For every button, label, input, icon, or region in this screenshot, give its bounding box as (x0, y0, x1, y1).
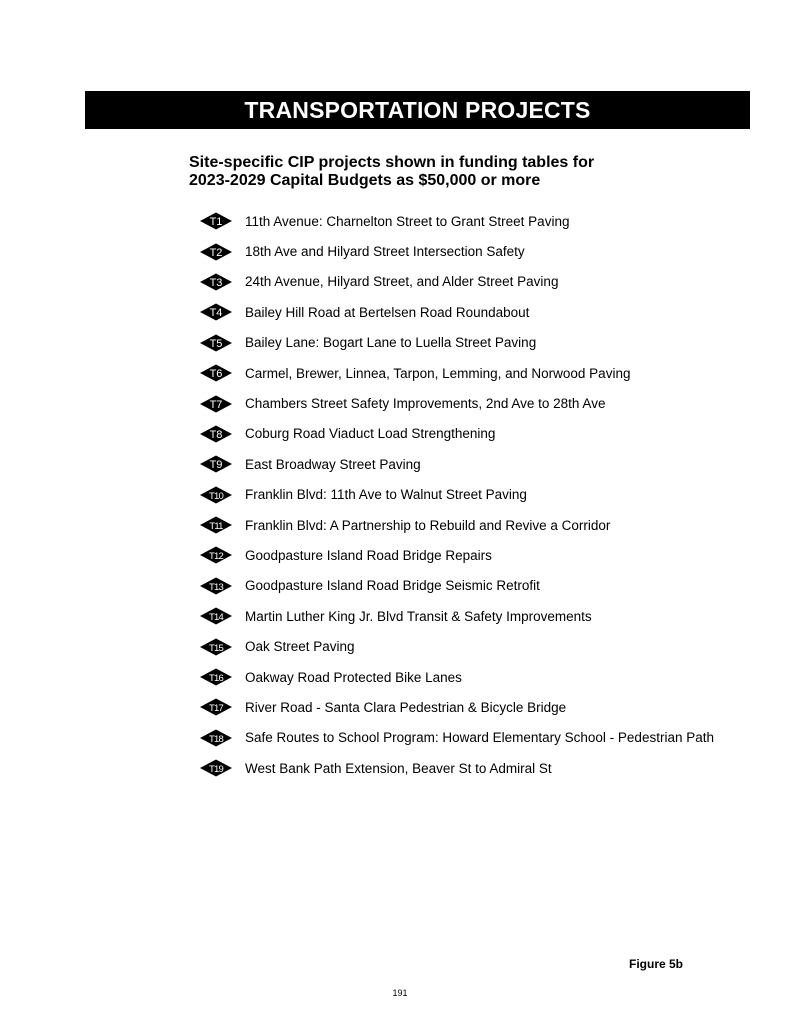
project-code: T5 (209, 337, 223, 350)
intro-line-2: 2023-2029 Capital Budgets as $50,000 or more (189, 172, 541, 189)
project-name: West Bank Path Extension, Beaver St to Admiral St (245, 760, 552, 776)
project-code: T9 (209, 459, 223, 472)
list-item (199, 449, 714, 479)
project-code: T12 (209, 551, 223, 563)
project-name: 11th Avenue: Charnelton Street to Grant Street Paving (245, 213, 570, 229)
project-code: T16 (209, 673, 223, 685)
list-item (199, 571, 714, 601)
project-code: T8 (209, 428, 223, 441)
diamond-marker-icon (199, 638, 233, 656)
diamond-marker-icon (199, 516, 233, 534)
list-item (199, 297, 714, 327)
project-name: Bailey Lane: Bogart Lane to Luella Street Paving (245, 335, 537, 351)
diamond-marker-icon (199, 395, 233, 413)
list-item (199, 540, 714, 570)
diamond-marker-icon (199, 546, 233, 564)
project-name: 24th Avenue, Hilyard Street, and Alder Street Paving (245, 274, 559, 290)
list-item (199, 328, 714, 358)
list-item (199, 236, 714, 266)
project-code: T14 (209, 612, 223, 624)
list-item (199, 388, 714, 418)
project-code: T15 (209, 642, 223, 654)
list-item (199, 480, 714, 510)
diamond-marker-icon (199, 364, 233, 382)
diamond-marker-icon (199, 486, 233, 504)
project-code: T6 (209, 368, 223, 381)
project-code: T7 (209, 398, 223, 411)
diamond-marker-icon (199, 607, 233, 625)
list-item (199, 206, 714, 236)
project-code: T2 (209, 246, 223, 259)
diamond-marker-icon (199, 698, 233, 716)
list-item (199, 723, 714, 753)
project-name: Bailey Hill Road at Bertelsen Road Roundabout (245, 304, 530, 320)
list-item (199, 631, 714, 661)
project-code: T11 (209, 521, 223, 533)
project-name: Oak Street Paving (245, 639, 355, 655)
project-code: T1 (209, 216, 223, 229)
diamond-marker-icon (199, 425, 233, 443)
project-name: Martin Luther King Jr. Blvd Transit & Safety Improvements (245, 608, 592, 624)
title-banner (85, 91, 750, 129)
page-number: 191 (392, 988, 408, 998)
list-item (199, 267, 714, 297)
figure-label: Figure 5b (629, 957, 684, 971)
project-list (199, 206, 714, 783)
list-item (199, 692, 714, 722)
list-item (199, 510, 714, 540)
diamond-marker-icon (199, 273, 233, 291)
project-name: Goodpasture Island Road Bridge Seismic Retrofit (245, 578, 540, 594)
list-item (199, 601, 714, 631)
intro-text (189, 154, 709, 190)
diamond-marker-icon (199, 759, 233, 777)
project-code: T4 (209, 307, 223, 320)
project-name: Safe Routes to School Program: Howard Elementary School - Pedestrian Path (245, 730, 714, 746)
diamond-marker-icon (199, 455, 233, 473)
diamond-marker-icon (199, 729, 233, 747)
project-name: 18th Ave and Hilyard Street Intersection Safety (245, 244, 525, 260)
project-name: River Road - Santa Clara Pedestrian & Bicycle Bridge (245, 699, 567, 715)
project-name: Franklin Blvd: 11th Ave to Walnut Street Paving (245, 487, 527, 503)
intro-line-1: Site-specific CIP projects shown in funding tables for (189, 154, 595, 171)
list-item (199, 419, 714, 449)
project-name: Carmel, Brewer, Linnea, Tarpon, Lemming, and Norwood Paving (245, 365, 631, 381)
diamond-marker-icon (199, 668, 233, 686)
diamond-marker-icon (199, 303, 233, 321)
project-code: T3 (209, 276, 223, 289)
project-name: Oakway Road Protected Bike Lanes (245, 669, 462, 685)
project-name: Franklin Blvd: A Partnership to Rebuild and Revive a Corridor (245, 517, 611, 533)
project-code: T10 (209, 490, 223, 502)
project-name: Goodpasture Island Road Bridge Repairs (245, 547, 492, 563)
project-name: Coburg Road Viaduct Load Strengthening (245, 426, 496, 442)
page-title: TRANSPORTATION PROJECTS (244, 96, 591, 123)
project-name: East Broadway Street Paving (245, 456, 421, 472)
project-code: T13 (209, 581, 223, 593)
project-code: T18 (209, 733, 223, 745)
project-name: Chambers Street Safety Improvements, 2nd Ave to 28th Ave (245, 396, 606, 412)
diamond-marker-icon (199, 577, 233, 595)
diamond-marker-icon (199, 212, 233, 230)
list-item (199, 358, 714, 388)
project-code: T19 (209, 764, 223, 776)
list-item (199, 662, 714, 692)
project-code: T17 (209, 703, 223, 715)
list-item (199, 753, 714, 783)
diamond-marker-icon (199, 243, 233, 261)
diamond-marker-icon (199, 334, 233, 352)
